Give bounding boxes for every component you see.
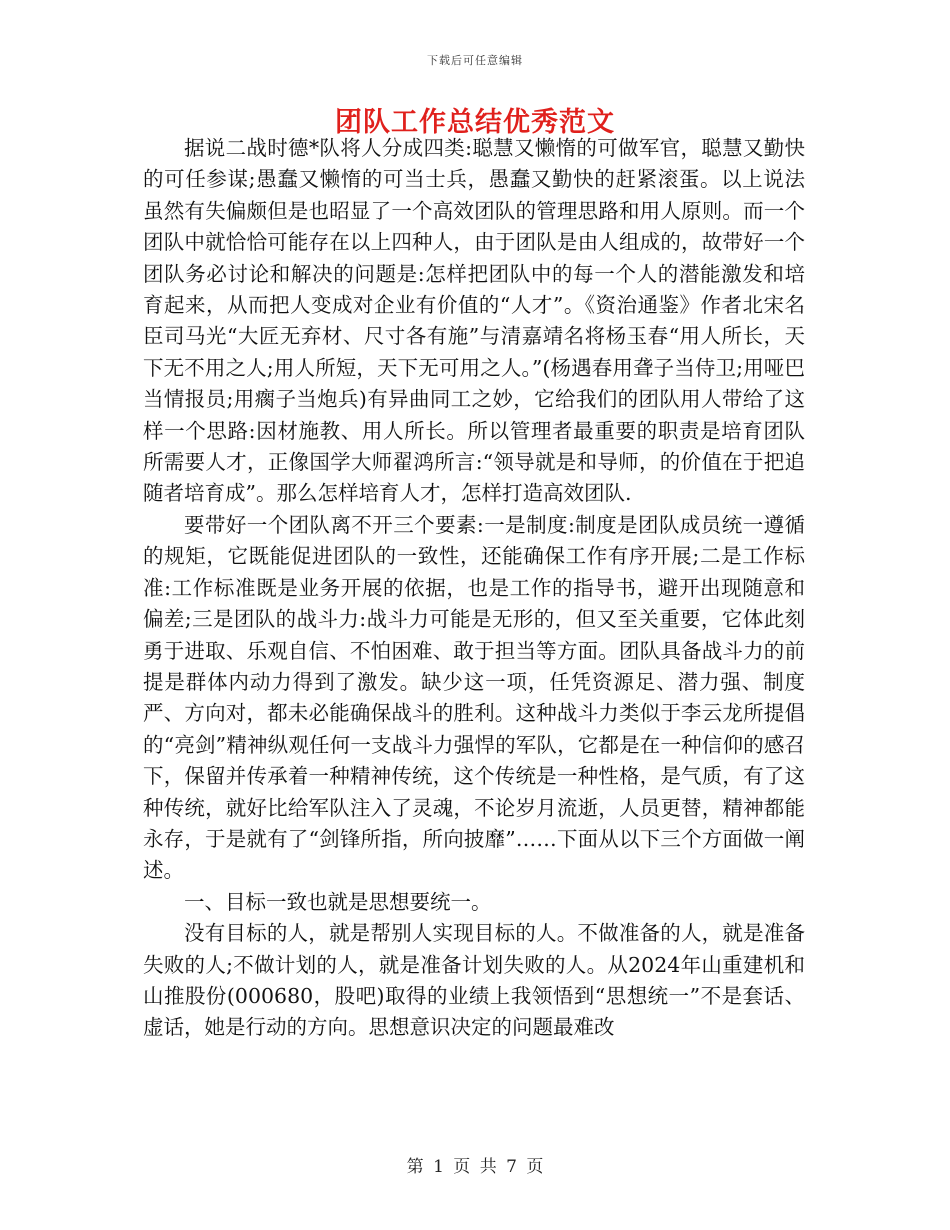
section-heading: 一、目标一致也就是思想要统一。 bbox=[184, 889, 492, 914]
paragraph: 据说二战时德*队将人分成四类:聪慧又懒惰的可做军官，聪慧又勤快的可任参谋;愚蠢又懒惰的可当士兵，愚蠢又勤快的赶紧滚蛋。以上说法虽然有失偏颇但是也昭显了一个高效团队的管理思路和用人原则。而一个团队中就恰恰可能存在以上四种人，由于团队是由人组成的，故带好一个团队务必讨论和解决的问题是:怎样把团队中的每一个人的潜能激发和培育起来，从而把人变成对企业有价值的“人才”。《资治通鉴》作者北宋名臣司马光“大匠无弃材、尺寸各有施”与清嘉靖名将杨玉春“用人所长，天下无不用之人;用人所短，天下无可用之人。”(杨遇春用聋子当侍卫;用哑巴当情报员;用瘸子当炮兵)有异曲同工之妙，它给我们的团队用人带给了这样一个思路:因材施教、用人所长。所以管理者最重要的职责是培育团队所需要人才，正像国学大师翟鸿所言:“领导就是和导师，的价值在于把追随者培育成”。那么怎样培育人才，怎样打造高效团队. bbox=[143, 136, 805, 506]
header-note: 下载后可任意编辑 bbox=[427, 54, 523, 67]
document-title: 团队工作总结优秀范文 bbox=[335, 107, 615, 138]
paragraph: 要带好一个团队离不开三个要素:一是制度:制度是团队成员统一遵循的规矩，它既能促进团队的一致性，还能确保工作有序开展;二是工作标准:工作标准既是业务开展的依据，也是工作的指导书，避开出现随意和偏差;三是团队的战斗力:战斗力可能是无形的，但又至关重要，它体此刻勇于进取、乐观自信、不怕困难、敢于担当等方面。团队具备战斗力的前提是群体内动力得到了激发。缺少这一项，任凭资源足、潜力强、制度严、方向对，都未必能确保战斗的胜利。这种战斗力类似于李云龙所提倡的“亮剑”精神纵观任何一支战斗力强悍的军队，它都是在一种信仰的感召下，保留并传承着一种精神传统，这个传统是一种性格，是气质，有了这种传统，就好比给军队注入了灵魂，不论岁月流逝，人员更替，精神都能永存，于是就有了“剑锋所指，所向披靡”……下面从以下三个方面做一阐述。 bbox=[143, 512, 805, 883]
document-body bbox=[143, 133, 805, 1044]
paragraph: 没有目标的人，就是帮别人实现目标的人。不做准备的人，就是准备失败的人;不做计划的人，就是准备计划失败的人。从2024年山重建机和山推股份(000680，股吧)取得的业绩上我领悟到“思想统一”不是套话、虚话，她是行动的方向。思想意识决定的问题最难改 bbox=[143, 921, 805, 1040]
page-number: 第 1 页 共 7 页 bbox=[406, 1157, 544, 1177]
